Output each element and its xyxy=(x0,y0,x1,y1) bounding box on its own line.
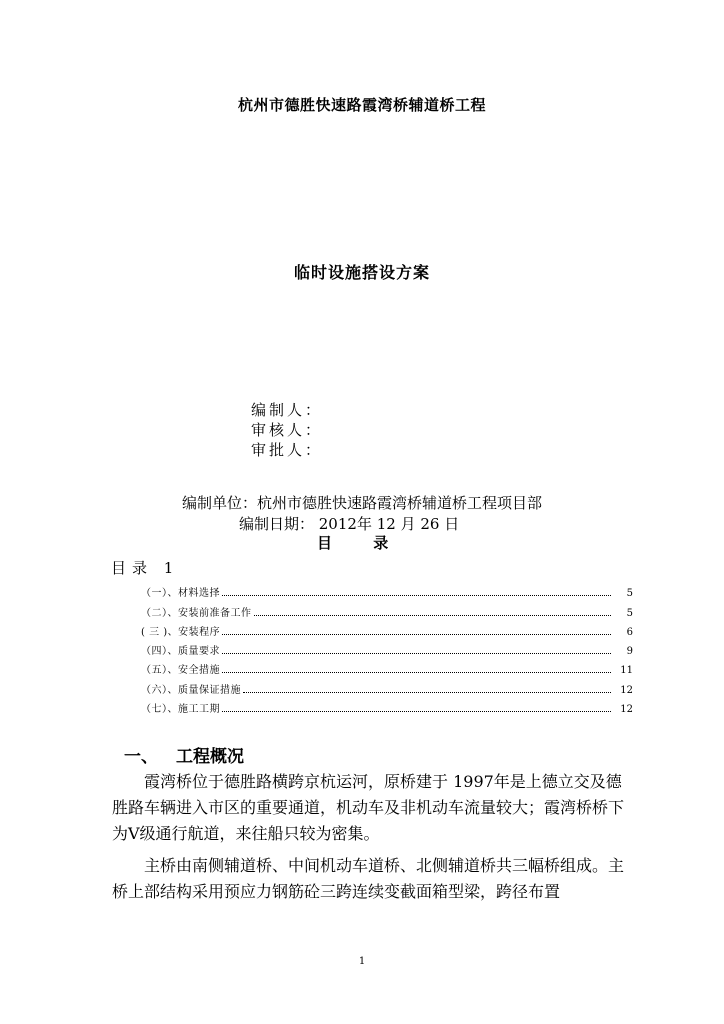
compiling-unit: 编制单位：杭州市德胜快速路霞湾桥辅道桥工程项目部 xyxy=(181,494,542,512)
toc-entry[interactable] xyxy=(141,580,633,599)
toc-entry[interactable] xyxy=(141,696,633,715)
toc-heading: 目 录 xyxy=(317,534,407,552)
toc-entry[interactable] xyxy=(141,599,633,618)
toc-entry-page: 9 xyxy=(626,646,633,658)
toc-leader xyxy=(222,633,611,635)
toc-entry-label: （七）、施工工期 xyxy=(141,704,220,716)
toc-leader xyxy=(222,652,611,654)
toc-leader xyxy=(243,691,611,693)
reviewer-label: 审核人： xyxy=(251,421,324,439)
document-title: 临时设施搭设方案 xyxy=(293,263,430,282)
toc-label: 目录 1 xyxy=(111,559,180,577)
toc-entry-label: （五）、安全措施 xyxy=(141,665,220,677)
toc-leader xyxy=(254,614,612,616)
toc-entry[interactable] xyxy=(141,638,633,657)
toc-entry-label: （六）、质量保证措施 xyxy=(141,684,241,696)
section-number: 一、 xyxy=(124,747,158,767)
toc-leader xyxy=(222,710,611,712)
toc-entry-label: （二）、安装前准备工作 xyxy=(141,607,252,619)
toc-leader xyxy=(222,671,611,673)
body-paragraph: 霞湾桥位于德胜路横跨京杭运河，原桥建于 1997年是上德立交及德胜路车辆进入市区的重要通道，机动车及非机动车流量较大；霞湾桥桥下为Ⅴ级通行航道，来往船只较为密集。 xyxy=(112,772,625,843)
toc-entry[interactable] xyxy=(141,619,633,638)
toc-entry-page: 12 xyxy=(620,684,633,696)
toc-leader xyxy=(222,594,611,596)
toc-entry-page: 5 xyxy=(626,588,633,600)
table-of-contents xyxy=(141,580,633,715)
toc-entry-page: 12 xyxy=(620,704,633,716)
compiler-label: 编制人： xyxy=(251,401,324,419)
toc-entry-page: 5 xyxy=(626,607,633,619)
body-paragraph: 主桥由南侧辅道桥、中间机动车道桥、北侧辅道桥共三幅桥组成。主桥上部结构采用预应力钢筋砼三跨连续变截面箱型梁，跨径布置 xyxy=(112,856,625,901)
toc-entry[interactable] xyxy=(141,657,633,676)
toc-entry-page: 6 xyxy=(626,626,633,638)
toc-entry-label: （四）、质量要求 xyxy=(141,646,220,658)
section-title: 工程概况 xyxy=(176,747,244,767)
toc-entry[interactable] xyxy=(141,676,633,695)
toc-entry-page: 11 xyxy=(620,665,633,677)
toc-entry-label: （一）、材料选择 xyxy=(141,588,220,600)
page-number: 1 xyxy=(358,956,366,967)
toc-entry-label: ( 三 )、安装程序 xyxy=(141,626,221,638)
compiling-date: 编制日期： 2012年 12 月 26 日 xyxy=(239,515,460,533)
project-title: 杭州市德胜快速路霞湾桥辅道桥工程 xyxy=(237,96,486,114)
approver-label: 审批人： xyxy=(251,441,324,459)
section-heading xyxy=(124,742,244,767)
